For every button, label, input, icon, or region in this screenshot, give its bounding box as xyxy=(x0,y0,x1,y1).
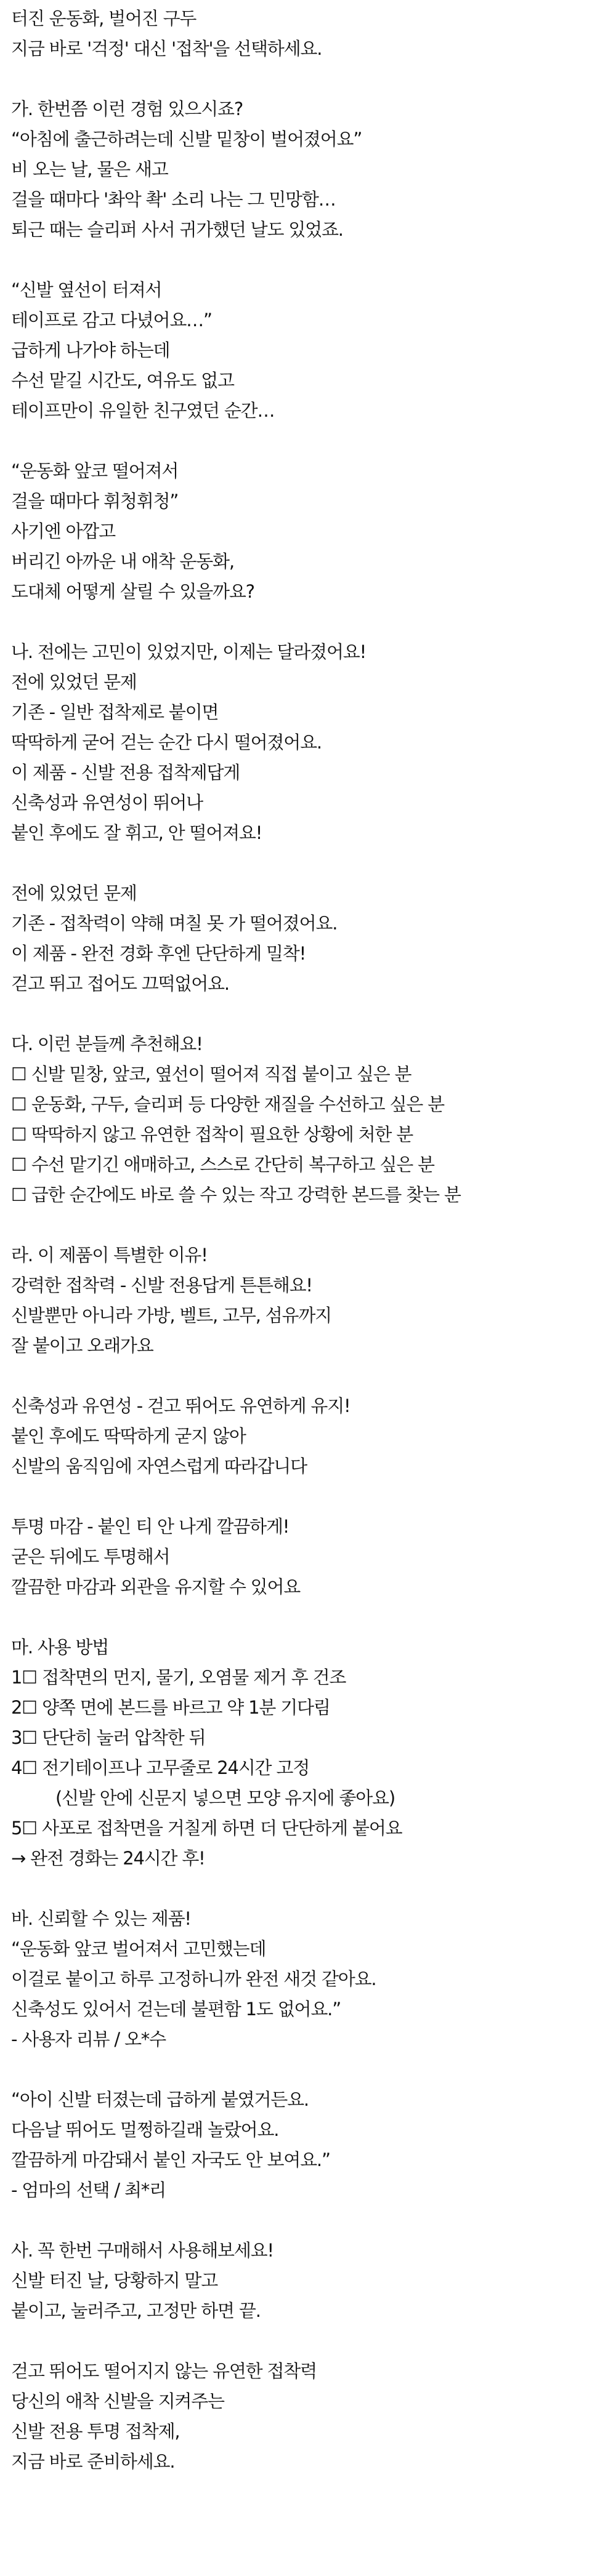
text-line: 붙인 후에도 잘 휘고, 안 떨어져요! xyxy=(11,822,262,843)
text-line: 테이프로 감고 다녔어요…” xyxy=(11,310,212,331)
text-line: 신축성도 있어서 걷는데 불편함 1도 없어요.” xyxy=(11,1999,341,2020)
text-line: ☐ 신발 밑창, 앞코, 옆선이 떨어져 직접 붙이고 싶은 분 xyxy=(11,1064,411,1085)
text-line: 신발뿐만 아니라 가방, 벨트, 고무, 섬유까지 xyxy=(11,1305,331,1326)
text-line: 사기엔 아깝고 xyxy=(11,521,115,542)
text-line: ☐ 급한 순간에도 바로 쓸 수 있는 작고 강력한 본드를 찾는 분 xyxy=(11,1184,461,1205)
text-line: 깔끔하게 마감돼서 붙인 자국도 안 보여요.” xyxy=(11,2149,330,2170)
blank-line xyxy=(11,999,616,1029)
text-line: 걷고 뛰고 접어도 끄떡없어요. xyxy=(11,973,229,994)
text-line: 걷고 뛰어도 떨어지지 않는 유연한 접착력 xyxy=(11,2361,317,2381)
text-line: 5☐ 사포로 접착면을 거칠게 하면 더 단단하게 붙어요 xyxy=(11,1818,402,1839)
text-line: “운동화 앞코 벌어져서 고민했는데 xyxy=(11,1938,266,1959)
text-line: 퇴근 때는 슬리퍼 사서 귀가했던 날도 있었죠. xyxy=(11,219,343,240)
blank-line xyxy=(11,607,616,637)
text-line: - 엄마의 선택 / 최*리 xyxy=(11,2180,166,2201)
blank-line xyxy=(11,2326,616,2356)
blank-line xyxy=(11,1210,616,1240)
text-line: 붙인 후에도 딱딱하게 굳지 않아 xyxy=(11,1426,246,1446)
text-line: 기존 - 일반 접착제로 붙이면 xyxy=(11,702,219,723)
text-line: 이걸로 붙이고 하루 고정하니까 완전 새것 같아요. xyxy=(11,1968,376,1989)
text-line: 굳은 뒤에도 투명해서 xyxy=(11,1546,170,1567)
text-line: 딱딱하게 굳어 걷는 순간 다시 떨어졌어요. xyxy=(11,732,322,753)
text-line: “아침에 출근하려는데 신발 밑창이 벌어졌어요” xyxy=(11,129,362,150)
text-line: 신축성과 유연성 - 걷고 뛰어도 유연하게 유지! xyxy=(11,1395,351,1416)
text-line: 전에 있었던 문제 xyxy=(11,883,137,904)
text-line: → 완전 경화는 24시간 후! xyxy=(11,1848,205,1869)
text-line: 투명 마감 - 붙인 티 안 나게 깔끔하게! xyxy=(11,1516,290,1537)
text-line: 기존 - 접착력이 약해 며칠 못 가 떨어졌어요. xyxy=(11,913,338,934)
text-line: 걸을 때마다 휘청휘청” xyxy=(11,491,179,512)
text-line: 잘 붙이고 오래가요 xyxy=(11,1335,153,1356)
text-line: 터진 운동화, 벌어진 구두 xyxy=(11,8,197,29)
text-line: “아이 신발 터졌는데 급하게 붙였거든요. xyxy=(11,2089,309,2110)
text-line: 깔끔한 마감과 외관을 유지할 수 있어요 xyxy=(11,1576,301,1597)
text-line: (신발 안에 신문지 넣으면 모양 유지에 좋아요) xyxy=(55,1788,395,1808)
text-line: 3☐ 단단히 눌러 압착한 뒤 xyxy=(11,1727,206,1748)
text-line: 붙이고, 눌러주고, 고정만 하면 끝. xyxy=(11,2300,261,2321)
blank-line xyxy=(11,2055,616,2085)
text-line: 비 오는 날, 물은 새고 xyxy=(11,159,168,180)
text-line: ☐ 딱딱하지 않고 유연한 접착이 필요한 상황에 처한 분 xyxy=(11,1124,413,1145)
text-line: 수선 맡길 시간도, 여유도 없고 xyxy=(11,370,234,391)
text-line: 도대체 어떻게 살릴 수 있을까요? xyxy=(11,581,254,602)
text-line: 1☐ 접착면의 먼지, 물기, 오염물 제거 후 건조 xyxy=(11,1667,346,1688)
text-line: 테이프만이 유일한 친구였던 순간… xyxy=(11,400,275,421)
text-line: ☐ 운동화, 구두, 슬리퍼 등 다양한 재질을 수선하고 싶은 분 xyxy=(11,1094,444,1115)
blank-line xyxy=(11,1361,616,1391)
text-line: 신발의 움직임에 자연스럽게 따라갑니다 xyxy=(11,1456,307,1477)
text-line: 전에 있었던 문제 xyxy=(11,672,137,692)
blank-line xyxy=(11,1482,616,1512)
blank-line xyxy=(11,64,616,94)
text-line: 이 제품 - 완전 경화 후엔 단단하게 밀착! xyxy=(11,943,306,964)
blank-line xyxy=(11,245,616,275)
text-line: 강력한 접착력 - 신발 전용답게 튼튼해요! xyxy=(11,1275,312,1296)
blank-line xyxy=(11,1602,616,1632)
text-line: “신발 옆선이 터져서 xyxy=(11,279,162,300)
text-line: 나. 전에는 고민이 있었지만, 이제는 달라졌어요! xyxy=(11,641,367,662)
text-line: 당신의 애착 신발을 지켜주는 xyxy=(11,2391,224,2412)
text-line: 4☐ 전기테이프나 고무줄로 24시간 고정 xyxy=(11,1757,310,1778)
text-line: 지금 바로 준비하세요. xyxy=(11,2451,175,2472)
text-line: - 사용자 리뷰 / 오*수 xyxy=(11,2029,166,2050)
text-line: ☐ 수선 맡기긴 애매하고, 스스로 간단히 복구하고 싶은 분 xyxy=(11,1154,434,1175)
text-line: 가. 한번쯤 이런 경험 있으시죠? xyxy=(11,98,243,119)
text-line: 이 제품 - 신발 전용 접착제답게 xyxy=(11,762,240,783)
text-line: 2☐ 양쪽 면에 본드를 바르고 약 1분 기다림 xyxy=(11,1697,330,1718)
text-line: 다음날 뛰어도 멀쩡하길래 놀랐어요. xyxy=(11,2119,279,2140)
text-line: 신축성과 유연성이 뛰어나 xyxy=(11,792,203,813)
text-line: 마. 사용 방법 xyxy=(11,1637,109,1658)
text-line: 라. 이 제품이 특별한 이유! xyxy=(11,1245,208,1266)
text-line: 걸을 때마다 '촤악 촥' 소리 나는 그 민망함… xyxy=(11,189,336,210)
text-line: 바. 신뢰할 수 있는 제품! xyxy=(11,1908,191,1929)
text-line: 신발 전용 투명 접착제, xyxy=(11,2421,180,2442)
text-line: 지금 바로 '걱정' 대신 '접착'을 선택하세요. xyxy=(11,38,322,59)
blank-line xyxy=(11,848,616,878)
blank-line xyxy=(11,426,616,456)
blank-line xyxy=(11,2205,616,2236)
text-line: 급하게 나가야 하는데 xyxy=(11,340,170,361)
text-line: 신발 터진 날, 당황하지 말고 xyxy=(11,2270,218,2291)
text-line: “운동화 앞코 떨어져서 xyxy=(11,460,179,481)
text-line: 버리긴 아까운 내 애착 운동화, xyxy=(11,551,234,572)
text-line: 다. 이런 분들께 추천해요! xyxy=(11,1033,203,1054)
text-line: 사. 꼭 한번 구매해서 사용해보세요! xyxy=(11,2240,274,2261)
blank-line xyxy=(11,1874,616,1904)
